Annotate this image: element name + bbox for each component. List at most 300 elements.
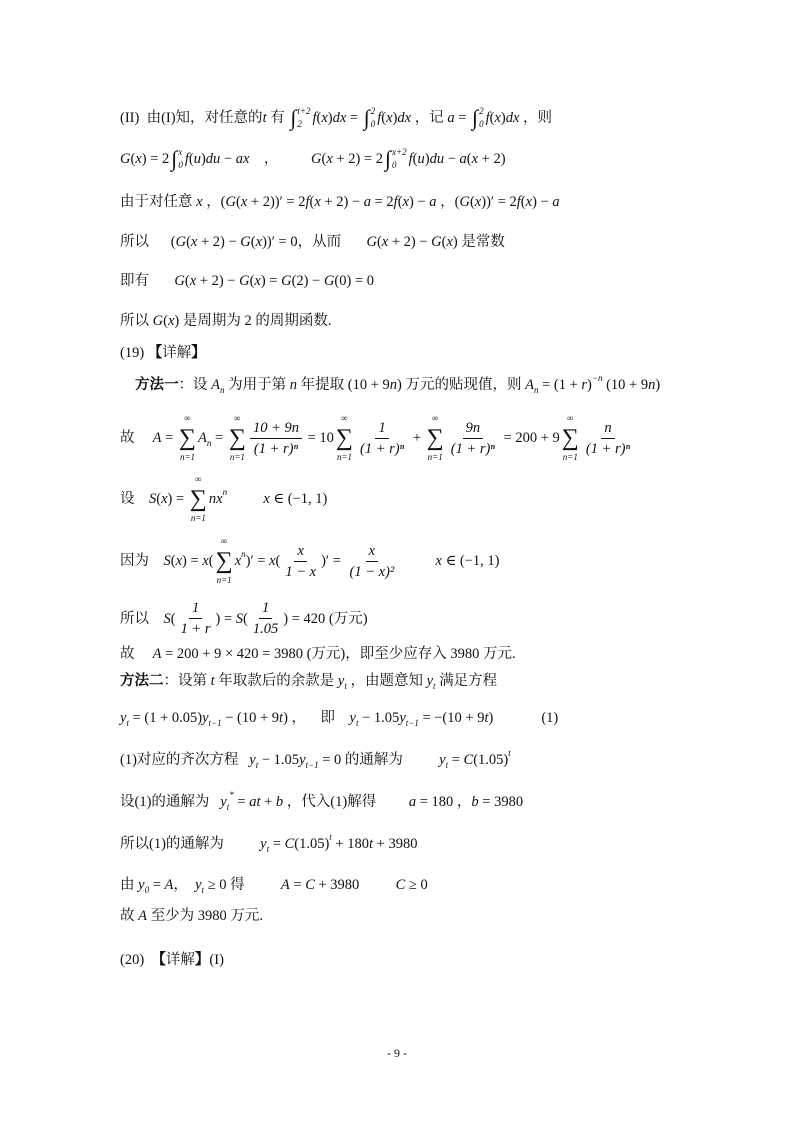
text-run: =: [346, 110, 362, 126]
lower-limit: n=1: [336, 452, 353, 462]
bold-text: 【: [151, 952, 166, 968]
text-run: (: [309, 194, 315, 210]
math-variable: dx: [397, 110, 412, 126]
text-run: ) =: [260, 273, 282, 289]
math-variable: x: [190, 234, 198, 250]
text-run: (: [397, 194, 403, 210]
integral-sign-icon: ∫: [472, 105, 479, 130]
math-variable: y: [399, 710, 406, 726]
summation: [216, 536, 233, 586]
math-variable: a: [408, 794, 417, 810]
math-variable: G: [152, 313, 164, 329]
text-run: 满足方程: [435, 673, 498, 689]
numerator: 1: [189, 598, 202, 619]
text-line: [120, 536, 500, 586]
text-run: ，(: [436, 194, 460, 210]
text-run: =: [454, 110, 471, 126]
subscript: t: [226, 802, 230, 812]
text-run: 由: [120, 877, 139, 893]
lower-limit: n=1: [179, 452, 196, 462]
lower-limit: n=1: [427, 452, 443, 462]
math-variable: n: [648, 377, 656, 393]
text-run: 设: [120, 491, 149, 507]
text-run: = 0 的通解为: [318, 752, 440, 768]
text-run: (: [441, 234, 447, 250]
fraction: [282, 541, 319, 582]
text-run: + 2))′ = 2: [247, 194, 306, 210]
math-variable: at: [249, 794, 261, 810]
math-variable: x: [161, 491, 168, 507]
math-variable: x: [446, 234, 453, 250]
text-run: ): [392, 110, 398, 126]
math-variable: ax: [235, 151, 250, 167]
math-variable: du: [429, 151, 445, 167]
text-run: (: [186, 234, 191, 250]
math-variable: n: [289, 377, 297, 393]
text-run: (: [249, 273, 255, 289]
math-variable: y: [260, 836, 267, 852]
math-variable: A: [525, 377, 534, 393]
text-line: [120, 669, 497, 693]
math-variable: y: [138, 877, 145, 893]
math-variable: y: [299, 752, 306, 768]
text-run: ，(: [202, 194, 226, 210]
math-variable: x: [234, 553, 242, 569]
text-run: (: [316, 110, 322, 126]
subscript: t: [433, 681, 436, 691]
bold-text: 方法一: [135, 377, 179, 393]
math-variable: G: [225, 194, 237, 210]
math-variable: x: [321, 110, 328, 126]
text-run: 所以: [120, 313, 153, 329]
math-variable: f: [377, 110, 382, 126]
text-line: [120, 706, 558, 730]
text-run: ，记: [411, 110, 448, 126]
math-variable: f: [485, 110, 490, 126]
text-run: ) = 420 (万元): [283, 610, 368, 627]
text-run: = 3980: [478, 794, 524, 810]
text-run: ，: [173, 877, 196, 893]
upper-limit: ∞: [220, 536, 228, 546]
text-run: 为用于第: [224, 377, 290, 393]
text-run: 设(1)的通解为: [120, 794, 221, 810]
text-line: [120, 598, 368, 639]
summation: [427, 413, 444, 463]
text-run: ) −: [408, 194, 430, 210]
text-run: (: [321, 151, 327, 167]
math-variable: b: [471, 794, 479, 810]
math-variable: x: [254, 273, 261, 289]
text-run: 由于对任意: [120, 194, 197, 210]
text-run: (10 + 9: [602, 377, 649, 393]
text-run: (: [250, 234, 256, 250]
fraction: [448, 418, 498, 459]
math-variable: y: [195, 877, 202, 893]
subscript: t: [255, 760, 259, 770]
text-run: − 1.05: [258, 752, 300, 768]
math-variable: y: [337, 673, 345, 689]
text-run: ) 是周期为 2 的周期函数.: [174, 313, 332, 329]
math-variable: x: [314, 194, 321, 210]
text-run: ) =: [215, 610, 236, 627]
math-variable: G: [311, 151, 322, 167]
text-run: ): [327, 110, 333, 126]
math-variable: x: [386, 110, 393, 126]
lower-limit: 2: [297, 119, 302, 129]
denominator: (1 + r)ⁿ: [253, 440, 299, 457]
text-run: (: [156, 491, 162, 507]
upper-limit: 2: [479, 106, 484, 116]
lower-limit: n=1: [562, 452, 578, 462]
subscript: t: [355, 718, 359, 728]
fraction: [357, 418, 407, 459]
text-run: (0) = 0: [334, 273, 375, 289]
math-variable: x: [525, 194, 533, 210]
math-variable: x: [255, 234, 263, 250]
denominator: 1 + r: [180, 621, 211, 637]
math-variable: C: [284, 836, 295, 852]
text-run: (: [381, 110, 387, 126]
text-run: = −(10 + 9: [418, 710, 485, 726]
text-run: 即有: [120, 273, 175, 289]
bold-text: 】: [194, 952, 210, 968]
text-line: [135, 373, 660, 397]
text-run: 详解: [162, 345, 192, 361]
upper-limit: 2: [370, 106, 376, 116]
text-run: ，代入(1)解得: [283, 794, 409, 810]
math-variable: S: [235, 610, 244, 627]
text-line: [120, 104, 552, 132]
upper-limit: ∞: [195, 474, 202, 484]
text-run: =: [211, 430, 227, 446]
math-variable: x: [263, 491, 270, 507]
math-variable: G: [240, 234, 251, 250]
subscript: n: [533, 385, 539, 395]
text-run: = 2: [370, 194, 394, 210]
text-line: [120, 413, 635, 463]
text-run: + 2): [478, 151, 506, 167]
text-run: ：设第: [163, 673, 211, 689]
math-variable: r: [581, 377, 588, 393]
text-run: − (10 + 9: [221, 710, 280, 726]
math-variable: a: [459, 151, 467, 167]
text-run: (: [130, 151, 136, 167]
math-variable: x: [381, 234, 389, 250]
integral: [472, 104, 484, 132]
sigma-icon: ∑: [335, 425, 354, 451]
numerator: 9n: [463, 418, 484, 439]
math-variable: A: [198, 430, 207, 446]
text-run: (: [163, 313, 168, 329]
text-run: ) =: [182, 553, 203, 569]
sigma-icon: ∑: [228, 425, 246, 451]
math-variable: G: [175, 234, 187, 250]
math-variable: t: [368, 836, 374, 852]
math-variable: A: [164, 877, 174, 893]
lower-limit: 0: [479, 119, 484, 129]
subscript: 0: [144, 885, 150, 895]
text-line: [120, 832, 417, 856]
text-run: (: [275, 553, 281, 569]
subscript: t−1: [305, 760, 319, 770]
text-run: ): [500, 110, 506, 126]
math-variable: G: [366, 234, 377, 250]
text-run: (1)对应的齐次方程: [120, 752, 250, 768]
integral-limits: [178, 146, 183, 172]
upper-limit: ∞: [567, 413, 574, 423]
math-variable: du: [205, 151, 221, 167]
text-run: 故: [120, 908, 139, 924]
integral-limits: [297, 105, 310, 131]
text-run: 所以 (: [120, 234, 176, 250]
math-variable: f: [516, 194, 521, 210]
summation: [229, 413, 246, 463]
superscript: −n: [591, 373, 603, 383]
summation: [190, 474, 207, 524]
text-run: 至少为 3980 万元.: [146, 908, 263, 924]
text-run: = (1 +: [538, 377, 582, 393]
text-line: [120, 309, 331, 333]
text-run: ): [587, 377, 592, 393]
math-variable: y: [249, 752, 256, 768]
math-variable: f: [305, 194, 310, 210]
bold-text: 】: [191, 345, 206, 361]
subscript: t: [445, 760, 449, 770]
text-run: ，则: [519, 110, 553, 126]
text-line: [120, 873, 428, 897]
math-variable: x: [471, 151, 479, 167]
upper-limit: ∞: [341, 413, 348, 423]
lower-limit: 0: [392, 160, 397, 170]
math-variable: y: [426, 673, 434, 689]
text-run: 故: [120, 430, 153, 446]
text-run: =: [233, 794, 250, 810]
text-run: = 200 + 9: [499, 430, 560, 446]
bold-text: 【: [147, 345, 163, 361]
text-run: 详解: [165, 952, 195, 968]
math-variable: x: [189, 273, 197, 289]
summation: [562, 413, 579, 463]
fraction: [347, 541, 398, 582]
upper-limit: ∞: [431, 413, 439, 423]
integral: [171, 145, 183, 173]
lower-limit: n=1: [216, 575, 232, 585]
superscript: *: [229, 790, 234, 800]
math-variable: G: [120, 151, 131, 167]
numerator: 1: [259, 598, 272, 619]
text-run: + 2) −: [388, 234, 432, 250]
fraction: [178, 598, 214, 639]
superscript: n: [241, 549, 246, 559]
text-run: =: [448, 752, 464, 768]
math-variable: f: [393, 194, 398, 210]
text-run: ): [488, 710, 494, 726]
text-run: ，由题意知: [346, 673, 427, 689]
text-run: (: [489, 110, 495, 126]
text-run: =: [161, 430, 177, 446]
fraction: [583, 418, 633, 459]
math-variable: x: [494, 110, 501, 126]
math-variable: t: [210, 673, 215, 689]
math-variable: G: [323, 273, 335, 289]
text-run: (2) −: [291, 273, 324, 289]
text-run: + 180: [331, 836, 369, 852]
math-variable: G: [459, 194, 470, 210]
text-run: (: [520, 194, 526, 210]
text-line: [120, 474, 327, 524]
math-variable: G: [239, 273, 250, 289]
text-line: [120, 190, 560, 214]
text-run: (1.05): [473, 752, 509, 768]
text-run: ≥ 0: [405, 877, 428, 893]
subscript: t: [201, 885, 205, 895]
math-variable: y: [349, 710, 356, 726]
denominator: 1.05: [252, 621, 279, 637]
upper-limit: x+2: [392, 147, 407, 157]
text-run: ) −: [532, 194, 553, 210]
math-variable: t: [262, 110, 267, 126]
text-run: (: [466, 151, 472, 167]
text-run: ) ， 即: [283, 710, 350, 726]
text-run: ∈ (−1, 1): [269, 491, 328, 507]
text-run: =: [269, 836, 285, 852]
math-variable: C: [395, 877, 406, 893]
text-line: [120, 145, 506, 173]
denominator: (1 + r)ⁿ: [585, 440, 631, 457]
text-run: + 2) = 2: [332, 151, 383, 167]
subscript: t: [126, 718, 129, 728]
math-variable: x: [196, 194, 203, 210]
subscript: n: [206, 438, 212, 448]
text-run: 故: [120, 646, 153, 662]
text-run: −: [220, 151, 236, 167]
text-run: ): [200, 151, 206, 167]
sigma-icon: ∑: [426, 425, 444, 451]
text-run: + 2) −: [197, 234, 241, 250]
math-variable: A: [138, 908, 147, 924]
math-variable: G: [174, 273, 185, 289]
bold-text: 方法二: [120, 673, 164, 689]
upper-limit: ∞: [234, 413, 241, 423]
text-run: (: [243, 610, 248, 627]
integral-limits: [479, 105, 484, 131]
text-run: (: [170, 553, 176, 569]
math-variable: f: [408, 151, 413, 167]
upper-limit: t+2: [297, 106, 311, 116]
math-variable: x: [240, 194, 248, 210]
text-line: [120, 904, 263, 928]
math-variable: C: [305, 877, 315, 893]
numerator: n: [601, 418, 614, 439]
math-variable: A: [152, 646, 162, 662]
text-run: ))′ = 2: [481, 194, 517, 210]
text-run: + 2) −: [320, 194, 364, 210]
text-run: )′ =: [245, 553, 270, 569]
math-variable: x: [474, 194, 482, 210]
text-run: = 180 ，: [416, 794, 472, 810]
summation: [336, 413, 353, 463]
text-run: + 3980: [314, 877, 396, 893]
text-run: =: [149, 877, 165, 893]
text-run: + 2) −: [196, 273, 240, 289]
text-run: [399, 551, 435, 571]
subscript: t−1: [208, 718, 222, 728]
math-variable: x: [326, 151, 333, 167]
page-number: - 9 -: [387, 1046, 407, 1060]
math-variable: dx: [505, 110, 520, 126]
text-run: 因为: [120, 553, 164, 569]
text-run: 年提取 (10 + 9: [296, 377, 390, 393]
lower-limit: 0: [178, 160, 183, 170]
text-run: 年取款后的余款是: [214, 673, 338, 689]
lower-limit: n=1: [229, 452, 245, 462]
subscript: n: [219, 385, 225, 395]
integral-sign-icon: ∫: [363, 105, 370, 130]
math-variable: t: [279, 710, 284, 726]
text-run: (: [170, 610, 176, 627]
lower-limit: n=1: [190, 513, 206, 523]
text-line: [120, 790, 523, 814]
text-run: +: [409, 430, 425, 446]
text-run: 所以: [120, 610, 164, 627]
math-variable: S: [149, 491, 157, 507]
math-variable: f: [184, 151, 189, 167]
text-run: (I): [209, 952, 224, 968]
math-variable: x: [269, 553, 276, 569]
math-variable: A: [280, 877, 290, 893]
denominator: (1 + r)ⁿ: [360, 440, 405, 457]
integral: [364, 104, 376, 132]
math-variable: a: [552, 194, 560, 210]
superscript: n: [222, 487, 228, 497]
math-variable: y: [220, 794, 227, 810]
text-run: (: [184, 273, 190, 289]
sigma-icon: ∑: [178, 425, 197, 451]
text-line: [120, 230, 505, 254]
denominator: 1 − x: [285, 563, 317, 580]
text-run: (: [188, 151, 194, 167]
denominator: (1 − x)²: [349, 563, 395, 580]
text-run: ): [424, 151, 430, 167]
math-variable: x: [435, 553, 442, 569]
text-run: ))′ = 0，从而: [262, 234, 367, 250]
numerator: x: [294, 541, 306, 562]
text-run: = (1 + 0.05): [128, 710, 203, 726]
text-line: [120, 748, 511, 772]
math-variable: y: [202, 710, 209, 726]
numerator: 1: [375, 418, 388, 439]
text-run: (II) 由(I)知，对任意的: [120, 110, 263, 126]
lower-limit: 0: [370, 119, 376, 129]
text-run: −: [444, 151, 460, 167]
text-run: − 1.05: [358, 710, 400, 726]
integral: [385, 145, 407, 173]
text-run: ) 是常数: [452, 234, 505, 250]
math-variable: f: [312, 110, 317, 126]
math-variable: a: [447, 110, 455, 126]
text-run: ，: [249, 151, 312, 167]
text-line: [120, 948, 224, 972]
math-variable: x: [167, 313, 175, 329]
superscript: t: [329, 832, 332, 842]
sigma-icon: ∑: [215, 548, 233, 574]
text-line: [120, 341, 206, 365]
text-run: ): [655, 377, 661, 393]
sigma-icon: ∑: [561, 425, 579, 451]
math-variable: n: [389, 377, 397, 393]
superscript: t: [508, 748, 511, 758]
math-variable: dx: [332, 110, 347, 126]
